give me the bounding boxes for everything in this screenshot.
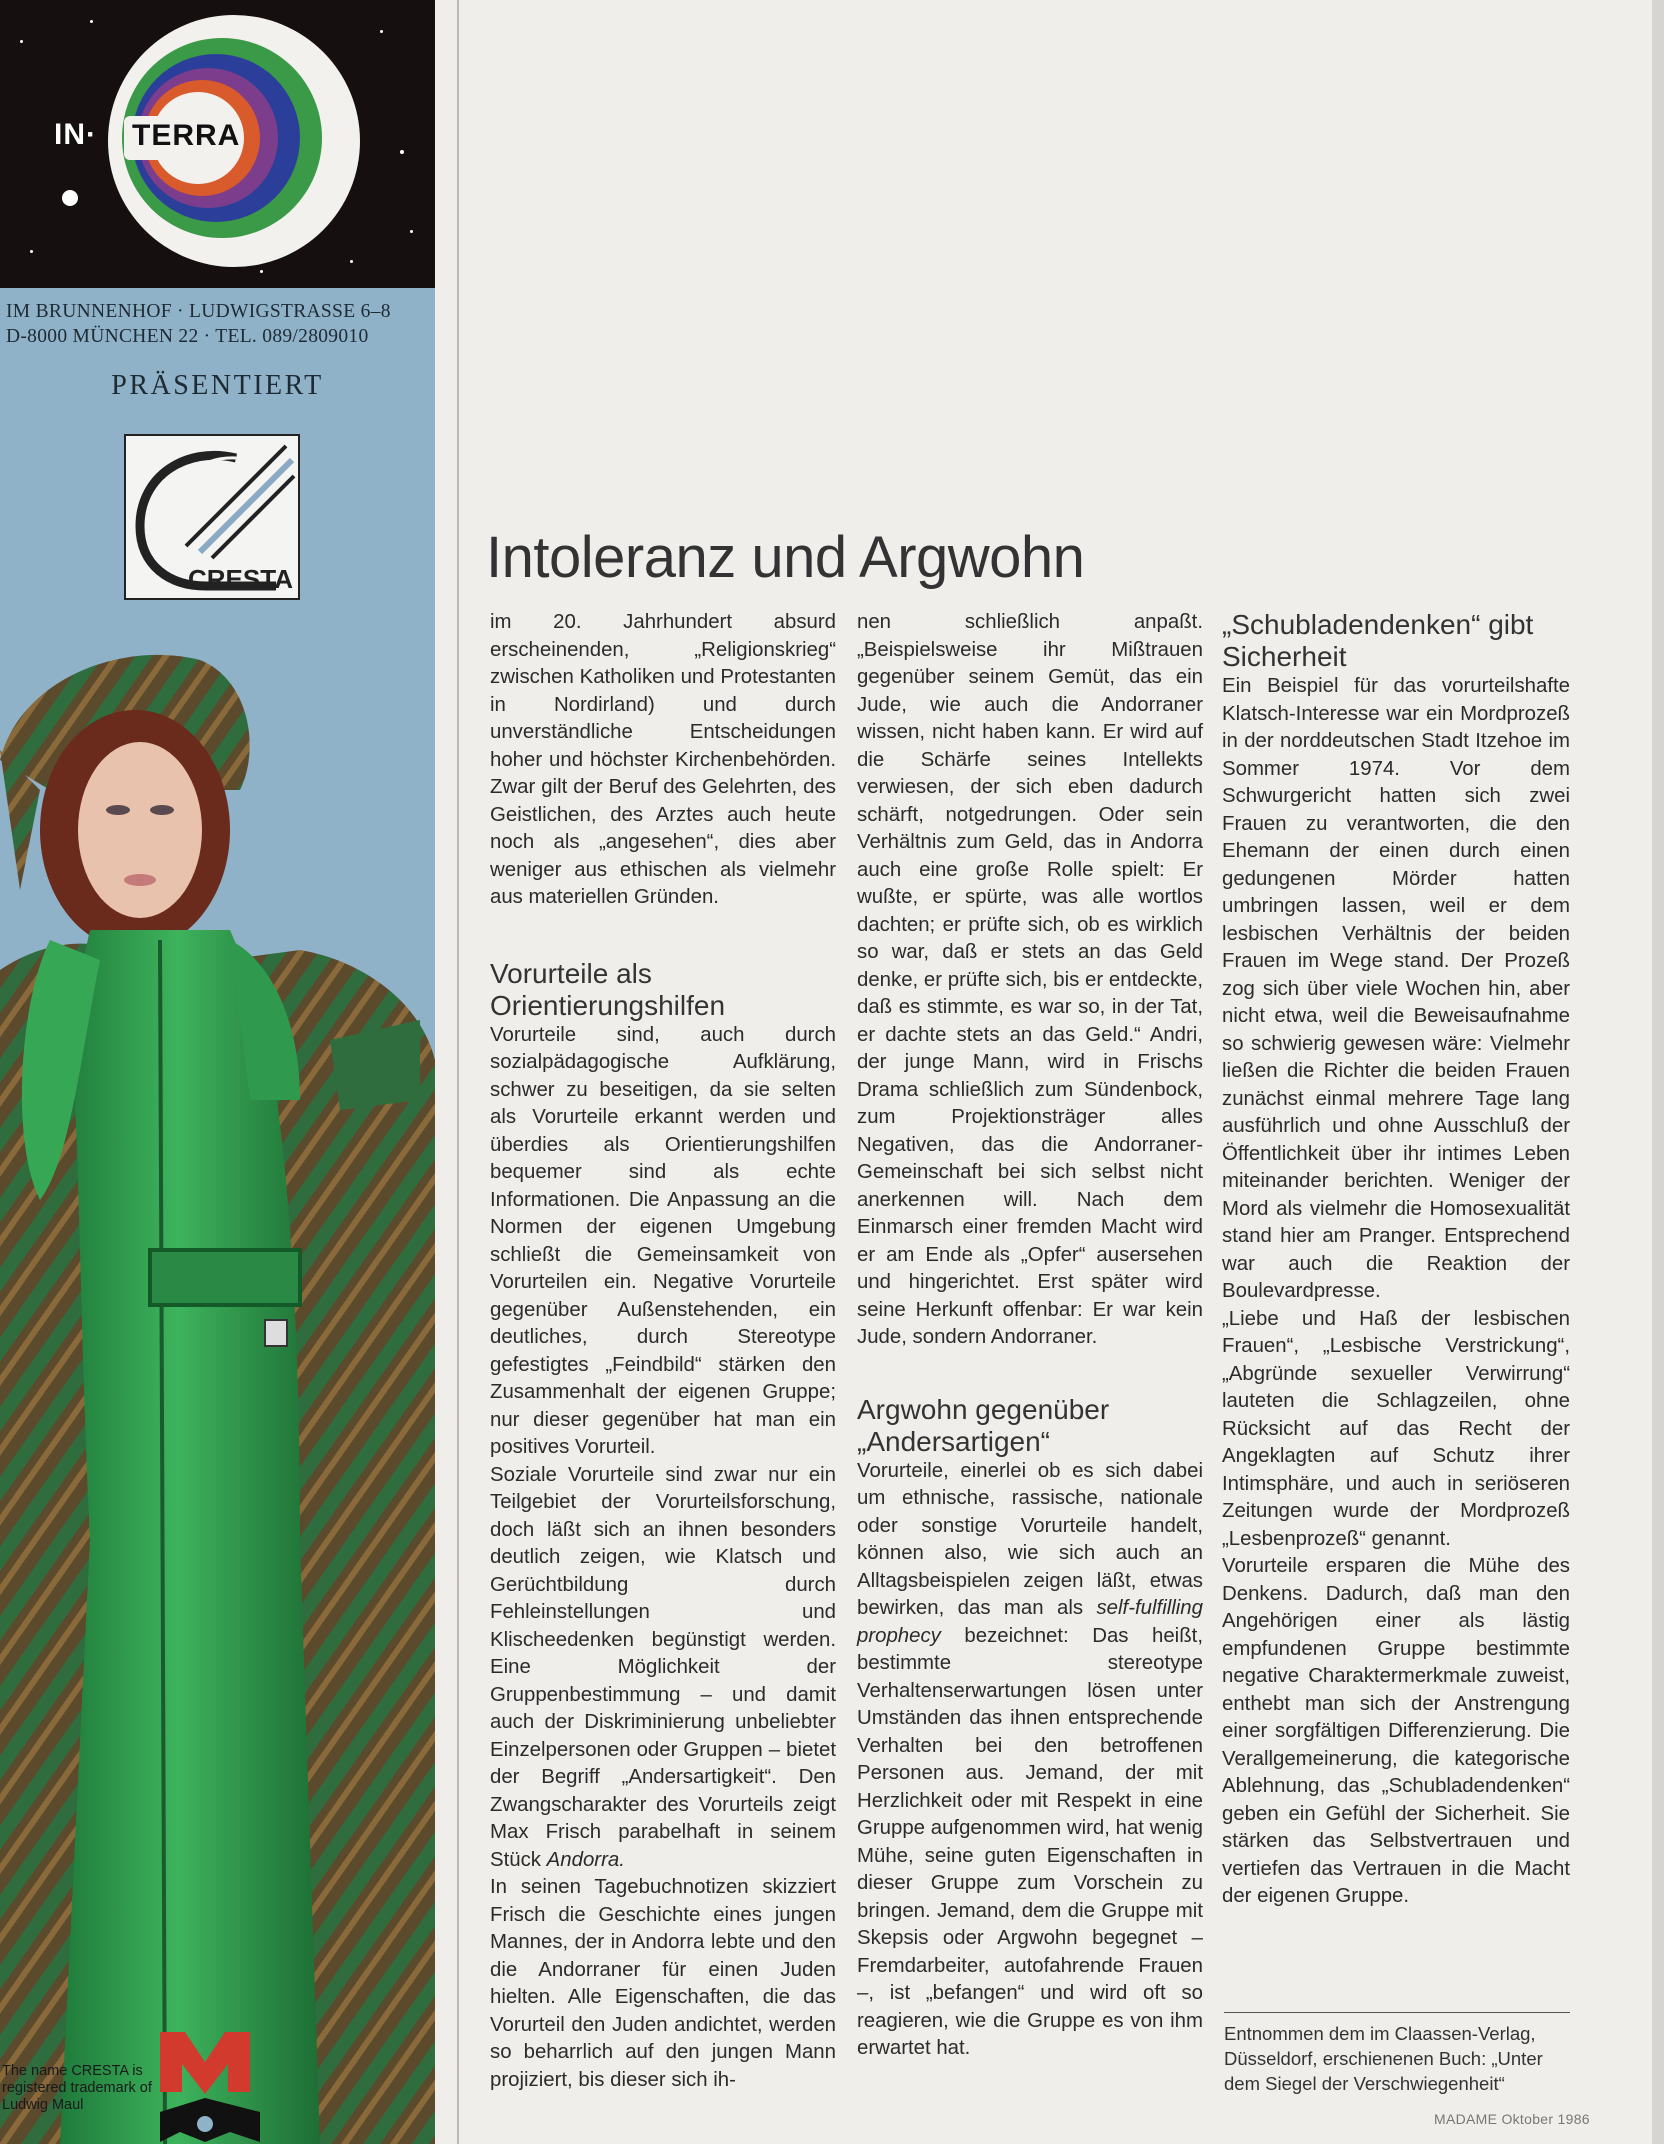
star-icon (400, 150, 404, 154)
emphasis-term: self-fulfilling prophecy (857, 1597, 1203, 1647)
cresta-logo-text: CRESTA (188, 564, 293, 594)
paragraph-text: bezeichnet: Das heißt, bestimmte stereotype Verhaltenserwartungen lösen unter Umständen das ihnen entsprechende Verhalten bei den betroffenen Personen aus. Jemand, der mit Herzlichkeit oder mit Respekt in eine Gruppe aufgenommen wird, hat wenig Mühe, seine guten Eigenschaften in dieser Gruppe zum Vorschein zu bringen. Jemand, dem die Gruppe mit Skepsis oder Argwohn begegnet – Fremdarbeiter, autofahrende Frauen –, ist „befangen“ und wird oft so reagieren, wie die Gruppe es von ihm erwartet hat. (857, 1624, 1203, 2059)
cresta-c-mark-icon (126, 436, 298, 598)
article-column-3 (1222, 609, 1570, 1911)
article-column-2 (857, 609, 1203, 2063)
star-icon (20, 40, 23, 43)
brand-in-text: IN· (54, 118, 97, 151)
presents-label: PRÄSENTIERT (111, 370, 324, 401)
paragraph: im 20. Jahrhundert absurd erscheinenden, „Religionskrieg“ zwischen Katholiken und Protestanten in Nordirland) und durch unverständliche Entscheidungen hoher und höchster Kirchenbehörden. Zwar gilt der Beruf des Gelehrten, des Geistlichen, des Arztes auch heute noch als „angesehen“, dies aber weniger aus ethischen als vielmehr aus materiellen Gründen. (490, 611, 836, 908)
paragraph-text: Vorurteile, einerlei ob es sich dabei um ethnische, rassische, nationale oder sonstige Vorurteile handelt, können also, wie sich auch an Alltagsbeispielen zeigen läßt, etwas bewirken, das man als (857, 1459, 1203, 1619)
paragraph (857, 1458, 1203, 2063)
fashion-model-photo (0, 640, 435, 2144)
page-edge (1652, 0, 1664, 2144)
paragraph-text: Soziale Vorurteile sind zwar nur ein Teilgebiet der Vorurteilsforschung, doch läßt sich an ihnen besonders deutlich zeigen, wie Klatsch und Gerüchtbildung durch Fehleinstellungen und Klischeedenken begünstigt werden. Eine Möglichkeit der Gruppenbestimmung – und damit auch der Diskriminierung unbeliebter Einzelpersonen oder Gruppen – bietet der Begriff „Andersartigkeit“. Den Zwangscharakter des Vorurteils zeigt Max Frisch parabelhaft in seinem Stück (490, 1463, 836, 1871)
article-headline: Intoleranz und Argwohn (486, 525, 1085, 590)
page-divider (457, 0, 459, 2144)
advert-sidebar (0, 0, 435, 2144)
paragraph: „Liebe und Haß der lesbischen Frauen“, „Lesbische Verstrickung“, „Abgründe sexueller Verwirrung“ lauteten die Schlagzeilen, ohne Rücksicht auf das Recht der Angeklagten auf Schutz ihrer Intimsphäre, und auch in seriöseren Zeitungen wurde der Mordprozeß „Lesbenprozeß“ genannt. (1222, 1307, 1570, 1550)
paragraph: Vorurteile ersparen die Mühe des Denkens. Dadurch, daß man den Angehörigen einer als lästig empfundenen Gruppe bestimmte negative Charaktermerkmale zuweist, enthebt man sich der Anstrengung einer sorgfältigen Differenzierung. Die Verallgemeinerung, die kategorische Ablehnung, das „Schubladendenken“ geben ein Gefühl der Sicherheit. Sie stärken das Selbstvertrauen und vertiefen das Vertrauen in die Macht der eigenen Gruppe. (1222, 1555, 1570, 1907)
advert-address (6, 299, 435, 349)
cresta-logo (124, 434, 300, 600)
star-icon (62, 190, 78, 206)
star-icon (380, 30, 383, 33)
article-column-1 (490, 609, 836, 2094)
paragraph: In seinen Tagebuchnotizen skizziert Frisch die Geschichte eines jungen Mannes, der in Andorra lebte und den die Andorraner für einen Juden hielten. Alle Eigenschaften, die das Vorurteil den Juden andichtet, werden so beharrlich auf den jungen Mann projiziert, bis dieser sich ih- (490, 1876, 836, 2091)
paragraph: Vorurteile sind, auch durch sozialpädagogische Aufklärung, schwer zu beseitigen, da sie selten als Vorurteile erkannt werden und überdies als Orientierungshilfen bequemer sind als echte Informationen. Die Anpassung an die Normen der eigenen Umgebung schließt die Gemeinsamkeit von Vorurteilen ein. Negative Vorurteile gegenüber Außenstehenden, ein deutliches, durch Stereotype gefestigtes „Feindbild“ stärken den Zusammenhalt der eigenen Gruppe; nur dieser gegenüber hat man ein positives Vorurteil. (490, 1023, 836, 1458)
star-icon (90, 20, 93, 23)
paragraph (490, 1462, 836, 1875)
page-folio: MADAME Oktober 1986 (1434, 2111, 1590, 2127)
subheading: Vorurteile als Orientierungshilfen (490, 957, 726, 1021)
interra-logo-block (0, 0, 435, 288)
address-line-1: IM BRUNNENHOF · LUDWIGSTRASSE 6–8 (6, 301, 391, 322)
source-footnote: Entnommen dem im Claassen-Verlag, Düsseldorf, erschienenen Buch: „Unter dem Siegel der Verschwiegenheit“ (1224, 2012, 1570, 2096)
address-line-2: D-8000 MÜNCHEN 22 · TEL. 089/2809010 (6, 326, 369, 347)
maul-m-logo-icon (150, 2022, 280, 2144)
paragraph: nen schließlich anpaßt. „Beispielsweise ihr Mißtrauen gegenüber seinem Gemüt, das ein Jude, wie auch die Andorraner wissen, nicht haben kann. Er wird auf die Schärfe seines Intellekts verwiesen, der sich eben dadurch schärft, notgedrungen. Oder sein Verhältnis zum Geld, das in Andorra auch eine große Rolle spielt: Er wußte, er spürte, was alle wortlos dachten; er prüfte sich, ob es wirklich so war, daß er stets an das Geld denke, er prüfte sich, bis er entdeckte, daß es stimmte, es war so, in der Tat, er dachte stets an das Geld.“ Andri, der junge Mann, wird in Frischs Drama schließlich zum Sündenbock, zum Projektionsträger alles Negativen, das die Andorraner-Gemeinschaft bei sich selbst nicht anerkennen will. Nach dem Einmarsch einer fremden Macht wird er am Ende als „Opfer“ ausersehen und hingerichtet. Erst später wird seine Herkunft offenbar: Er war kein Jude, sondern Andorraner. (857, 611, 1203, 1348)
paragraph: Ein Beispiel für das vorurteilshafte Klatsch-Interesse war ein Mordprozeß in der norddeutschen Stadt Itzehoe im Sommer 1974. Vor dem Schwurgericht hatten sich zwei Frauen zu verantworten, die den Ehemann der einen durch einen gedungenen Mörder hatten umbringen lassen, weil er dem lesbischen Verhältnis der beiden Frauen im Wege stand. Der Prozeß zog sich über viele Wochen hin, aber nicht etwa, weil die Beweisaufnahme so schwierig gewesen wäre: Vielmehr ließen die Richter die beiden Frauen zunächst einmal mehrere Tage lang ausführlich und ohne Ausschluß der Öffentlichkeit über ihr intimes Leben miteinander berichten. Weniger der Mord als vielmehr die Homosexualität stand hier am Pranger. Entsprechend war auch die Reaktion der Boulevardpresse. (1222, 675, 1570, 1302)
subheading: Argwohn gegenüber „Andersartigen“ (857, 1393, 1110, 1457)
subheading: „Schubladendenken“ gibt Sicherheit (1222, 609, 1534, 672)
star-icon (410, 230, 413, 233)
star-icon (30, 250, 33, 253)
brand-terra-text: TERRA (132, 119, 241, 152)
trademark-notice: The name CRESTA is registered trademark of Ludwig Maul (2, 2063, 152, 2113)
play-title: Andorra. (546, 1848, 625, 1871)
